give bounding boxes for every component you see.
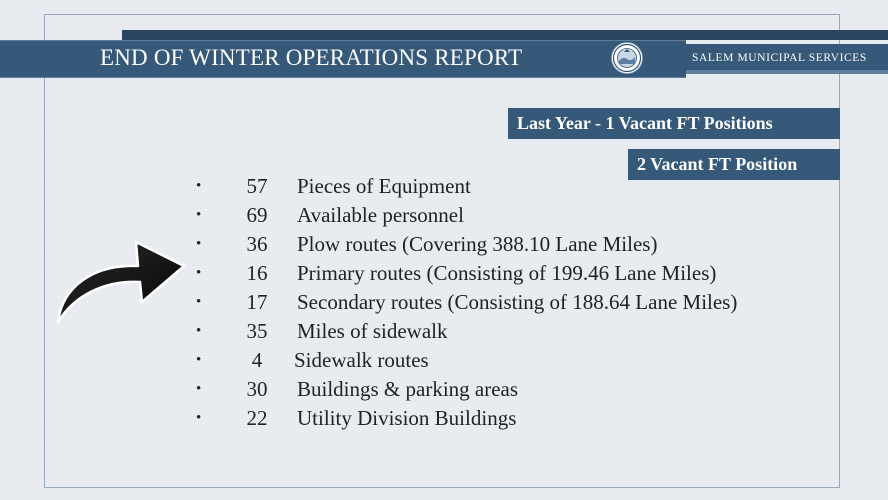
curved-arrow-icon xyxy=(52,226,190,326)
callout-last-year: Last Year - 1 Vacant FT Positions xyxy=(508,108,840,139)
stat-label: Utility Division Buildings xyxy=(297,406,517,430)
stat-number: 17 xyxy=(246,290,268,314)
bullet: • xyxy=(196,236,202,252)
stat-number: 30 xyxy=(246,377,268,401)
stat-label: Pieces of Equipment xyxy=(297,174,471,198)
bullet: • xyxy=(196,178,202,194)
stat-number: 4 xyxy=(251,348,263,372)
organization-banner-stripe xyxy=(686,70,888,74)
bullet: • xyxy=(196,207,202,223)
bullet: • xyxy=(196,352,202,368)
bullet: • xyxy=(196,294,202,310)
bullet: • xyxy=(196,265,202,281)
stat-label: Sidewalk routes xyxy=(294,348,429,372)
title-top-stripe xyxy=(122,30,888,40)
stat-label: Plow routes (Covering 388.10 Lane Miles) xyxy=(297,232,658,256)
bullet: • xyxy=(196,323,202,339)
stat-number: 35 xyxy=(246,319,268,343)
stat-label: Secondary routes (Consisting of 188.64 Lane Miles) xyxy=(297,290,738,314)
stat-label: Buildings & parking areas xyxy=(297,377,519,401)
callout-current-year: 2 Vacant FT Position xyxy=(628,149,840,180)
city-seal-icon xyxy=(611,42,643,74)
organization-name: SALEM MUNICIPAL SERVICES xyxy=(692,52,867,64)
slide-title: END OF WINTER OPERATIONS REPORT xyxy=(100,45,523,70)
stat-number: 16 xyxy=(246,261,268,285)
stat-number: 57 xyxy=(246,174,268,198)
stat-label: Primary routes (Consisting of 199.46 Lane Miles) xyxy=(297,261,717,285)
stat-label: Miles of sidewalk xyxy=(297,319,448,343)
bullet: • xyxy=(196,410,202,426)
stat-number: 69 xyxy=(246,203,268,227)
stat-label: Available personnel xyxy=(297,203,464,227)
bullet: • xyxy=(196,381,202,397)
stat-number: 36 xyxy=(246,232,268,256)
stat-number: 22 xyxy=(246,406,268,430)
